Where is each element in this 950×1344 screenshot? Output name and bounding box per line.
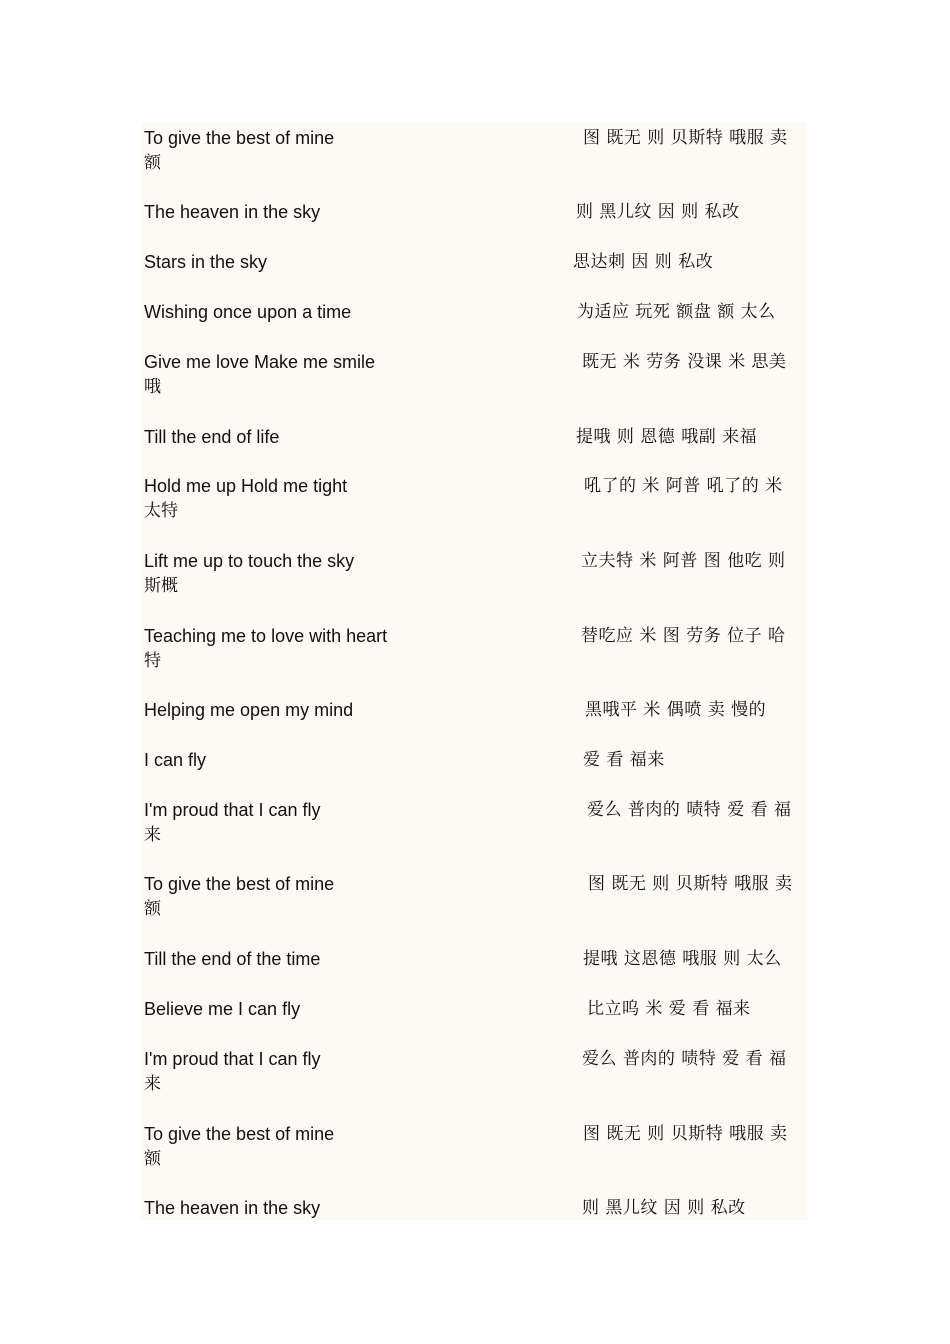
chinese-line-continuation: 斯概	[144, 576, 178, 596]
english-line: Believe me I can fly	[144, 999, 301, 1019]
chinese-line: 既无 米 劳务 没课 米 思美	[582, 352, 787, 372]
chinese-line-continuation: 额	[144, 1149, 161, 1169]
chinese-line: 爱么 普肉的 啧特 爱 看 福	[582, 1049, 787, 1069]
lyric-line	[144, 298, 806, 322]
lyric-line	[144, 622, 806, 671]
english-line: I'm proud that I can fly	[144, 1049, 321, 1069]
lyric-line	[144, 348, 806, 397]
english-line: Hold me up Hold me tight	[144, 476, 348, 496]
english-line: The heaven in the sky	[144, 202, 321, 222]
chinese-line: 比立呜 米 爱 看 福来	[587, 999, 751, 1019]
chinese-line: 爱么 普肉的 啧特 爱 看 福	[587, 800, 792, 820]
chinese-line: 吼了的 米 阿普 吼了的 米	[584, 476, 783, 496]
english-line: Stars in the sky	[144, 252, 268, 272]
lyric-line	[144, 472, 806, 521]
chinese-line: 提哦 则 恩德 哦副 来福	[576, 427, 758, 447]
english-line: Give me love Make me smile	[144, 352, 376, 372]
chinese-line: 则 黑儿纹 因 则 私改	[582, 1198, 746, 1218]
english-line: Till the end of life	[144, 427, 280, 447]
english-line: Lift me up to touch the sky	[144, 551, 355, 571]
english-line: Till the end of the time	[144, 949, 321, 969]
english-line: I'm proud that I can fly	[144, 800, 321, 820]
lyric-line	[144, 870, 806, 919]
lyric-line	[144, 198, 806, 222]
lyric-line	[144, 995, 806, 1019]
chinese-line-continuation: 来	[144, 1074, 161, 1094]
lyric-line	[144, 124, 806, 173]
english-line: Teaching me to love with heart	[144, 626, 388, 646]
lyric-line	[144, 248, 806, 272]
english-line: To give the best of mine	[144, 874, 335, 894]
english-line: I can fly	[144, 750, 207, 770]
english-line: The heaven in the sky	[144, 1198, 321, 1218]
lyric-line	[144, 1194, 806, 1218]
chinese-line: 替吃应 米 图 劳务 位子 哈	[581, 626, 786, 646]
chinese-line: 为适应 玩死 额盘 额 太么	[577, 302, 776, 322]
chinese-line-continuation: 哦	[144, 377, 161, 397]
lyric-line	[144, 1045, 806, 1094]
english-line: To give the best of mine	[144, 128, 335, 148]
english-line: To give the best of mine	[144, 1124, 335, 1144]
chinese-line: 提哦 这恩德 哦服 则 太么	[583, 949, 782, 969]
chinese-line-continuation: 额	[144, 153, 161, 173]
lyric-line	[144, 796, 806, 845]
chinese-line-continuation: 特	[144, 651, 161, 671]
chinese-line: 图 既无 则 贝斯特 哦服 卖	[588, 874, 793, 894]
chinese-line: 则 黑儿纹 因 则 私改	[576, 202, 740, 222]
chinese-line: 立夫特 米 阿普 图 他吃 则	[581, 551, 786, 571]
chinese-line: 思达刺 因 则 私改	[573, 252, 714, 272]
lyric-line	[144, 547, 806, 596]
chinese-line: 爱 看 福来	[583, 750, 665, 770]
lyric-line	[144, 696, 806, 720]
english-line: Wishing once upon a time	[144, 302, 352, 322]
english-line: Helping me open my mind	[144, 700, 354, 720]
chinese-line-continuation: 来	[144, 825, 161, 845]
chinese-line-continuation: 额	[144, 899, 161, 919]
chinese-line: 图 既无 则 贝斯特 哦服 卖	[583, 128, 788, 148]
chinese-line-continuation: 太特	[144, 501, 178, 521]
lyric-line	[144, 1120, 806, 1169]
lyric-line	[144, 945, 806, 969]
lyric-line	[144, 746, 806, 770]
chinese-line: 图 既无 则 贝斯特 哦服 卖	[583, 1124, 788, 1144]
chinese-line: 黑哦平 米 偶喷 卖 慢的	[585, 700, 767, 720]
lyric-line	[144, 423, 806, 447]
